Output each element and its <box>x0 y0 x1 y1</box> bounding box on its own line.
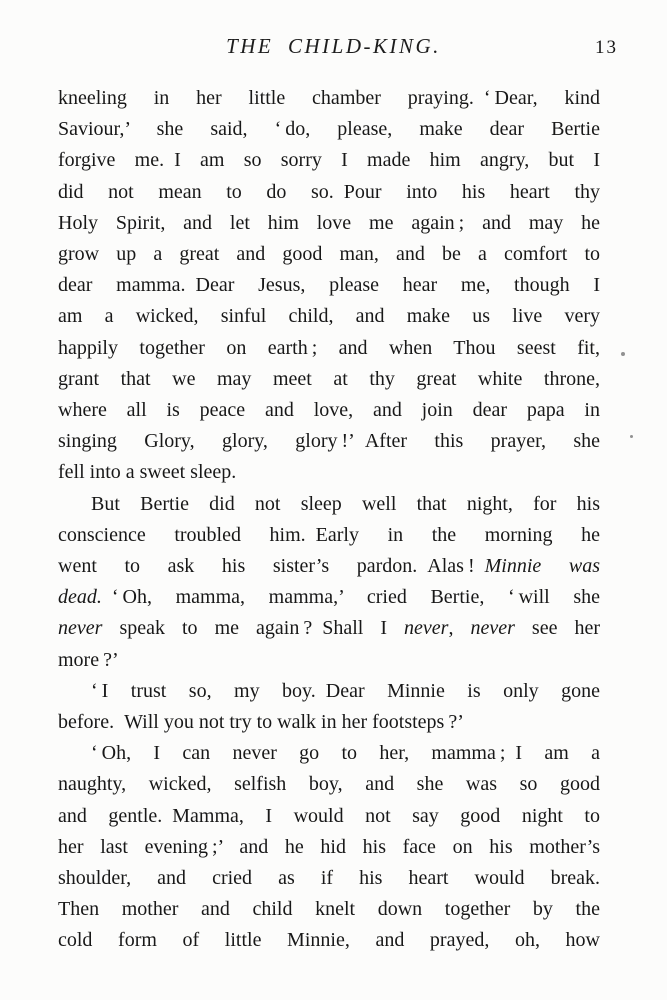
text-line <box>58 613 600 644</box>
text-segment: But Bertie did not sleep well that night, for his <box>91 492 600 515</box>
text-line <box>58 551 600 582</box>
text-segment: , <box>448 617 471 640</box>
text-line <box>58 239 600 270</box>
italic-text-segment: never <box>470 617 515 640</box>
text-line <box>58 676 600 707</box>
text-segment: naughty, wicked, selfish boy, and she was so good <box>58 773 600 796</box>
text-line <box>58 145 600 176</box>
scan-speck <box>621 352 625 356</box>
text-segment: am a wicked, sinful child, and make us live very <box>58 305 600 328</box>
text-segment: her last evening ;’ and he hid his face on his mother’s <box>58 835 600 858</box>
text-segment: grow up a great and good man, and be a comfort to <box>58 243 600 266</box>
text-segment: cold form of little Minnie, and prayed, oh, how <box>58 929 600 952</box>
text-segment: more ?’ <box>58 648 119 671</box>
running-header <box>0 34 667 62</box>
text-line <box>58 925 600 956</box>
text-segment: Then mother and child knelt down together by the <box>58 898 600 921</box>
text-segment: ‘ Oh, mamma, mamma,’ cried Bertie, ‘ will she <box>101 586 600 609</box>
text-segment: did not mean to do so. Pour into his heart thy <box>58 180 600 203</box>
text-segment: went to ask his sister’s pardon. Alas ! <box>58 555 485 578</box>
text-line <box>58 520 600 551</box>
text-line <box>58 177 600 208</box>
text-segment: Saviour,’ she said, ‘ do, please, make dear Bertie <box>58 118 600 141</box>
text-segment: where all is peace and love, and join dear papa in <box>58 399 600 422</box>
italic-text-segment: dead. <box>58 586 102 609</box>
text-segment: see her <box>514 617 601 640</box>
text-segment: Holy Spirit, and let him love me again ; and may he <box>58 211 600 234</box>
text-line <box>58 426 600 457</box>
text-line <box>58 457 600 488</box>
text-line <box>58 769 600 800</box>
text-line <box>58 301 600 332</box>
text-line <box>58 489 600 520</box>
text-segment: fell into a sweet sleep. <box>58 461 237 484</box>
paragraph <box>58 676 600 738</box>
text-segment: shoulder, and cried as if his heart would break. <box>58 867 600 890</box>
text-segment: speak to me again ? Shall I <box>102 617 405 640</box>
text-line <box>58 333 600 364</box>
text-line <box>58 707 600 738</box>
italic-text-segment: never <box>58 617 103 640</box>
text-line <box>58 114 600 145</box>
text-line <box>58 832 600 863</box>
paragraph <box>58 738 600 956</box>
text-line <box>58 863 600 894</box>
paragraph <box>58 489 600 676</box>
text-segment: singing Glory, glory, glory !’ After this prayer, she <box>58 430 600 453</box>
text-segment: before. Will you not try to walk in her footsteps ?’ <box>58 711 464 734</box>
text-segment: dear mamma. Dear Jesus, please hear me, though I <box>58 274 600 297</box>
text-line <box>58 894 600 925</box>
text-segment: happily together on earth ; and when Thou seest fit, <box>58 336 600 359</box>
text-line <box>58 208 600 239</box>
scan-speck <box>630 435 633 438</box>
text-segment: kneeling in her little chamber praying. ‘ Dear, kind <box>58 87 600 109</box>
paragraph <box>58 83 600 489</box>
text-segment: and gentle. Mamma, I would not say good night to <box>58 804 600 827</box>
text-line <box>58 83 600 114</box>
text-line <box>58 395 600 426</box>
text-line <box>58 582 600 613</box>
text-line <box>58 801 600 832</box>
page-number: 13 <box>595 37 618 58</box>
text-segment: ‘ Oh, I can never go to her, mamma ; I am a <box>91 742 600 765</box>
text-line <box>58 270 600 301</box>
text-segment: ‘ I trust so, my boy. Dear Minnie is only gone <box>91 679 600 702</box>
text-line <box>58 364 600 395</box>
running-title: THE CHILD-KING. <box>226 34 441 58</box>
italic-text-segment: never <box>404 617 449 640</box>
text-line <box>58 645 600 676</box>
text-block <box>58 83 600 957</box>
text-segment: grant that we may meet at thy great white throne, <box>58 367 600 390</box>
text-segment: forgive me. I am so sorry I made him angry, but I <box>58 149 600 172</box>
italic-text-segment: Minnie was <box>484 555 601 578</box>
text-segment: conscience troubled him. Early in the morning he <box>58 523 600 546</box>
text-line <box>58 738 600 769</box>
